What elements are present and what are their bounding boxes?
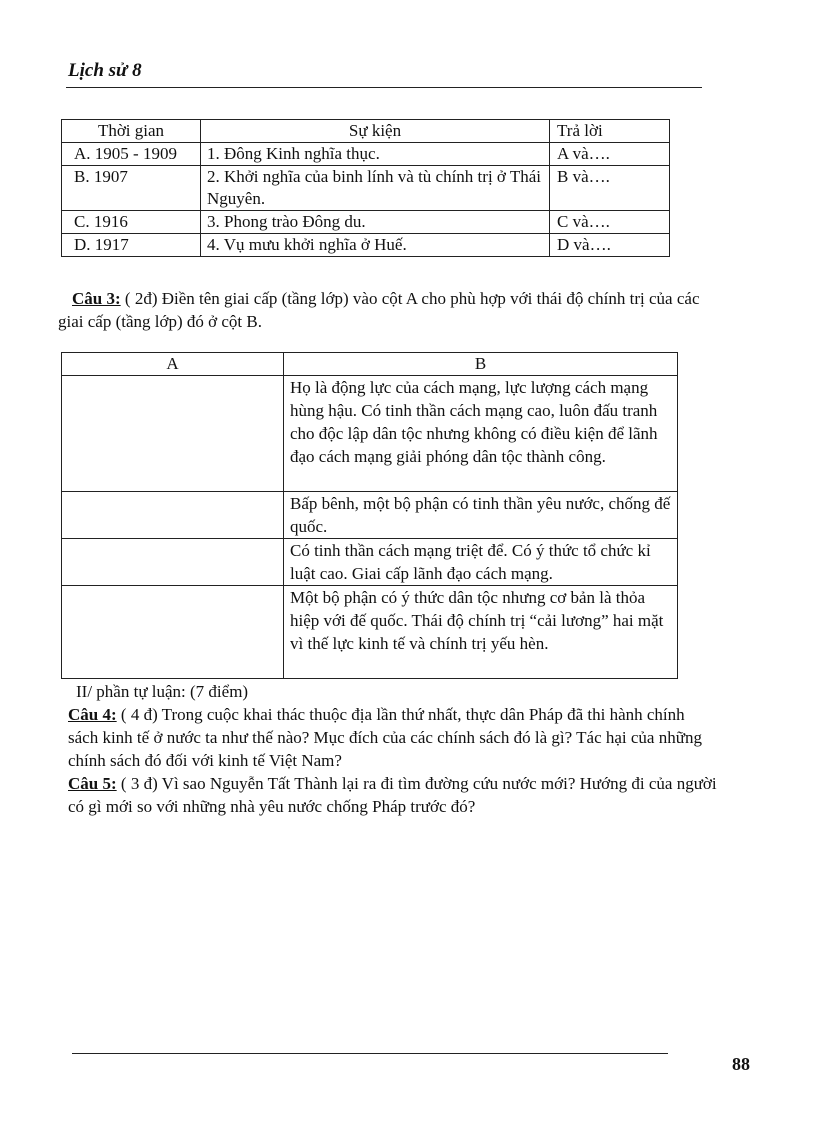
question-5-text: ( 3 đ) Vì sao Nguyễn Tất Thành lại ra đi tìm đường cứu nước mới? Hướng đi của người có gì mới so với những nhà yêu nước chống Pháp trước đó? bbox=[68, 774, 717, 816]
header-divider bbox=[66, 87, 702, 88]
time-cell: B. 1907 bbox=[62, 166, 201, 211]
table-row bbox=[62, 586, 678, 679]
question-3-text: ( 2đ) Điền tên giai cấp (tầng lớp) vào cột A cho phù hợp với thái độ chính trị của các giai cấp (tầng lớp) đó ở cột B. bbox=[58, 289, 700, 331]
matching-table bbox=[61, 119, 670, 257]
time-cell: D. 1917 bbox=[62, 234, 201, 257]
time-cell: A. 1905 - 1909 bbox=[62, 143, 201, 166]
answer-blank-cell[interactable] bbox=[62, 492, 284, 539]
question-4 bbox=[68, 703, 718, 772]
question-5 bbox=[68, 772, 718, 818]
description-cell: Bấp bênh, một bộ phận có tinh thần yêu nước, chống đế quốc. bbox=[284, 492, 678, 539]
description-cell: Họ là động lực của cách mạng, lực lượng cách mạng hùng hậu. Có tinh thần cách mạng cao, luôn đấu tranh cho độc lập dân tộc nhưng không có điều kiện để lãnh đạo cách mạng giải phóng dân tộc thành công. bbox=[284, 376, 678, 492]
section-2-title: II/ phần tự luận: (7 điểm) bbox=[76, 682, 249, 701]
column-header-time: Thời gian bbox=[62, 120, 201, 143]
question-3-label: Câu 3: bbox=[72, 289, 121, 308]
table-header-row bbox=[62, 353, 678, 376]
question-5-label: Câu 5: bbox=[68, 774, 117, 793]
question-3 bbox=[58, 287, 718, 333]
event-cell: 3. Phong trào Đông du. bbox=[201, 211, 550, 234]
answer-blank-cell[interactable] bbox=[62, 586, 284, 679]
page-number: 88 bbox=[732, 1054, 750, 1074]
answer-cell: A và…. bbox=[550, 143, 670, 166]
question-4-text: ( 4 đ) Trong cuộc khai thác thuộc địa lần thứ nhất, thực dân Pháp đã thi hành chính sách kinh tế ở nước ta như thế nào? Mục đích của các chính sách đó là gì? Tác hại của những chính sách đó đối với kinh tế Việt Nam? bbox=[68, 705, 702, 770]
answer-blank-cell[interactable] bbox=[62, 376, 284, 492]
table-row bbox=[62, 492, 678, 539]
question-4-label: Câu 4: bbox=[68, 705, 117, 724]
column-header-event: Sự kiện bbox=[201, 120, 550, 143]
description-cell: Có tinh thần cách mạng triệt để. Có ý thức tổ chức kỉ luật cao. Giai cấp lãnh đạo cách mạng. bbox=[284, 539, 678, 586]
time-cell: C. 1916 bbox=[62, 211, 201, 234]
column-header-a: A bbox=[62, 353, 284, 376]
answer-cell: C và…. bbox=[550, 211, 670, 234]
column-header-answer: Trả lời bbox=[550, 120, 670, 143]
event-cell: 1. Đông Kinh nghĩa thục. bbox=[201, 143, 550, 166]
footer-divider bbox=[72, 1053, 668, 1054]
event-cell: 4. Vụ mưu khởi nghĩa ở Huế. bbox=[201, 234, 550, 257]
table-row bbox=[62, 211, 670, 234]
class-attitude-table bbox=[61, 352, 678, 679]
answer-cell: B và…. bbox=[550, 166, 670, 211]
table-row bbox=[62, 234, 670, 257]
column-header-b: B bbox=[284, 353, 678, 376]
table-header-row bbox=[62, 120, 670, 143]
answer-cell: D và…. bbox=[550, 234, 670, 257]
table-row bbox=[62, 143, 670, 166]
description-cell: Một bộ phận có ý thức dân tộc nhưng cơ bản là thỏa hiệp với đế quốc. Thái độ chính trị “cải lương” hai mặt vì thế lực kinh tế và chính trị yếu hèn. bbox=[284, 586, 678, 679]
event-cell: 2. Khởi nghĩa của binh lính và tù chính trị ở Thái Nguyên. bbox=[201, 166, 550, 211]
page-header-title: Lịch sử 8 bbox=[68, 60, 142, 81]
answer-blank-cell[interactable] bbox=[62, 539, 284, 586]
table-row bbox=[62, 166, 670, 211]
table-row bbox=[62, 539, 678, 586]
table-row bbox=[62, 376, 678, 492]
